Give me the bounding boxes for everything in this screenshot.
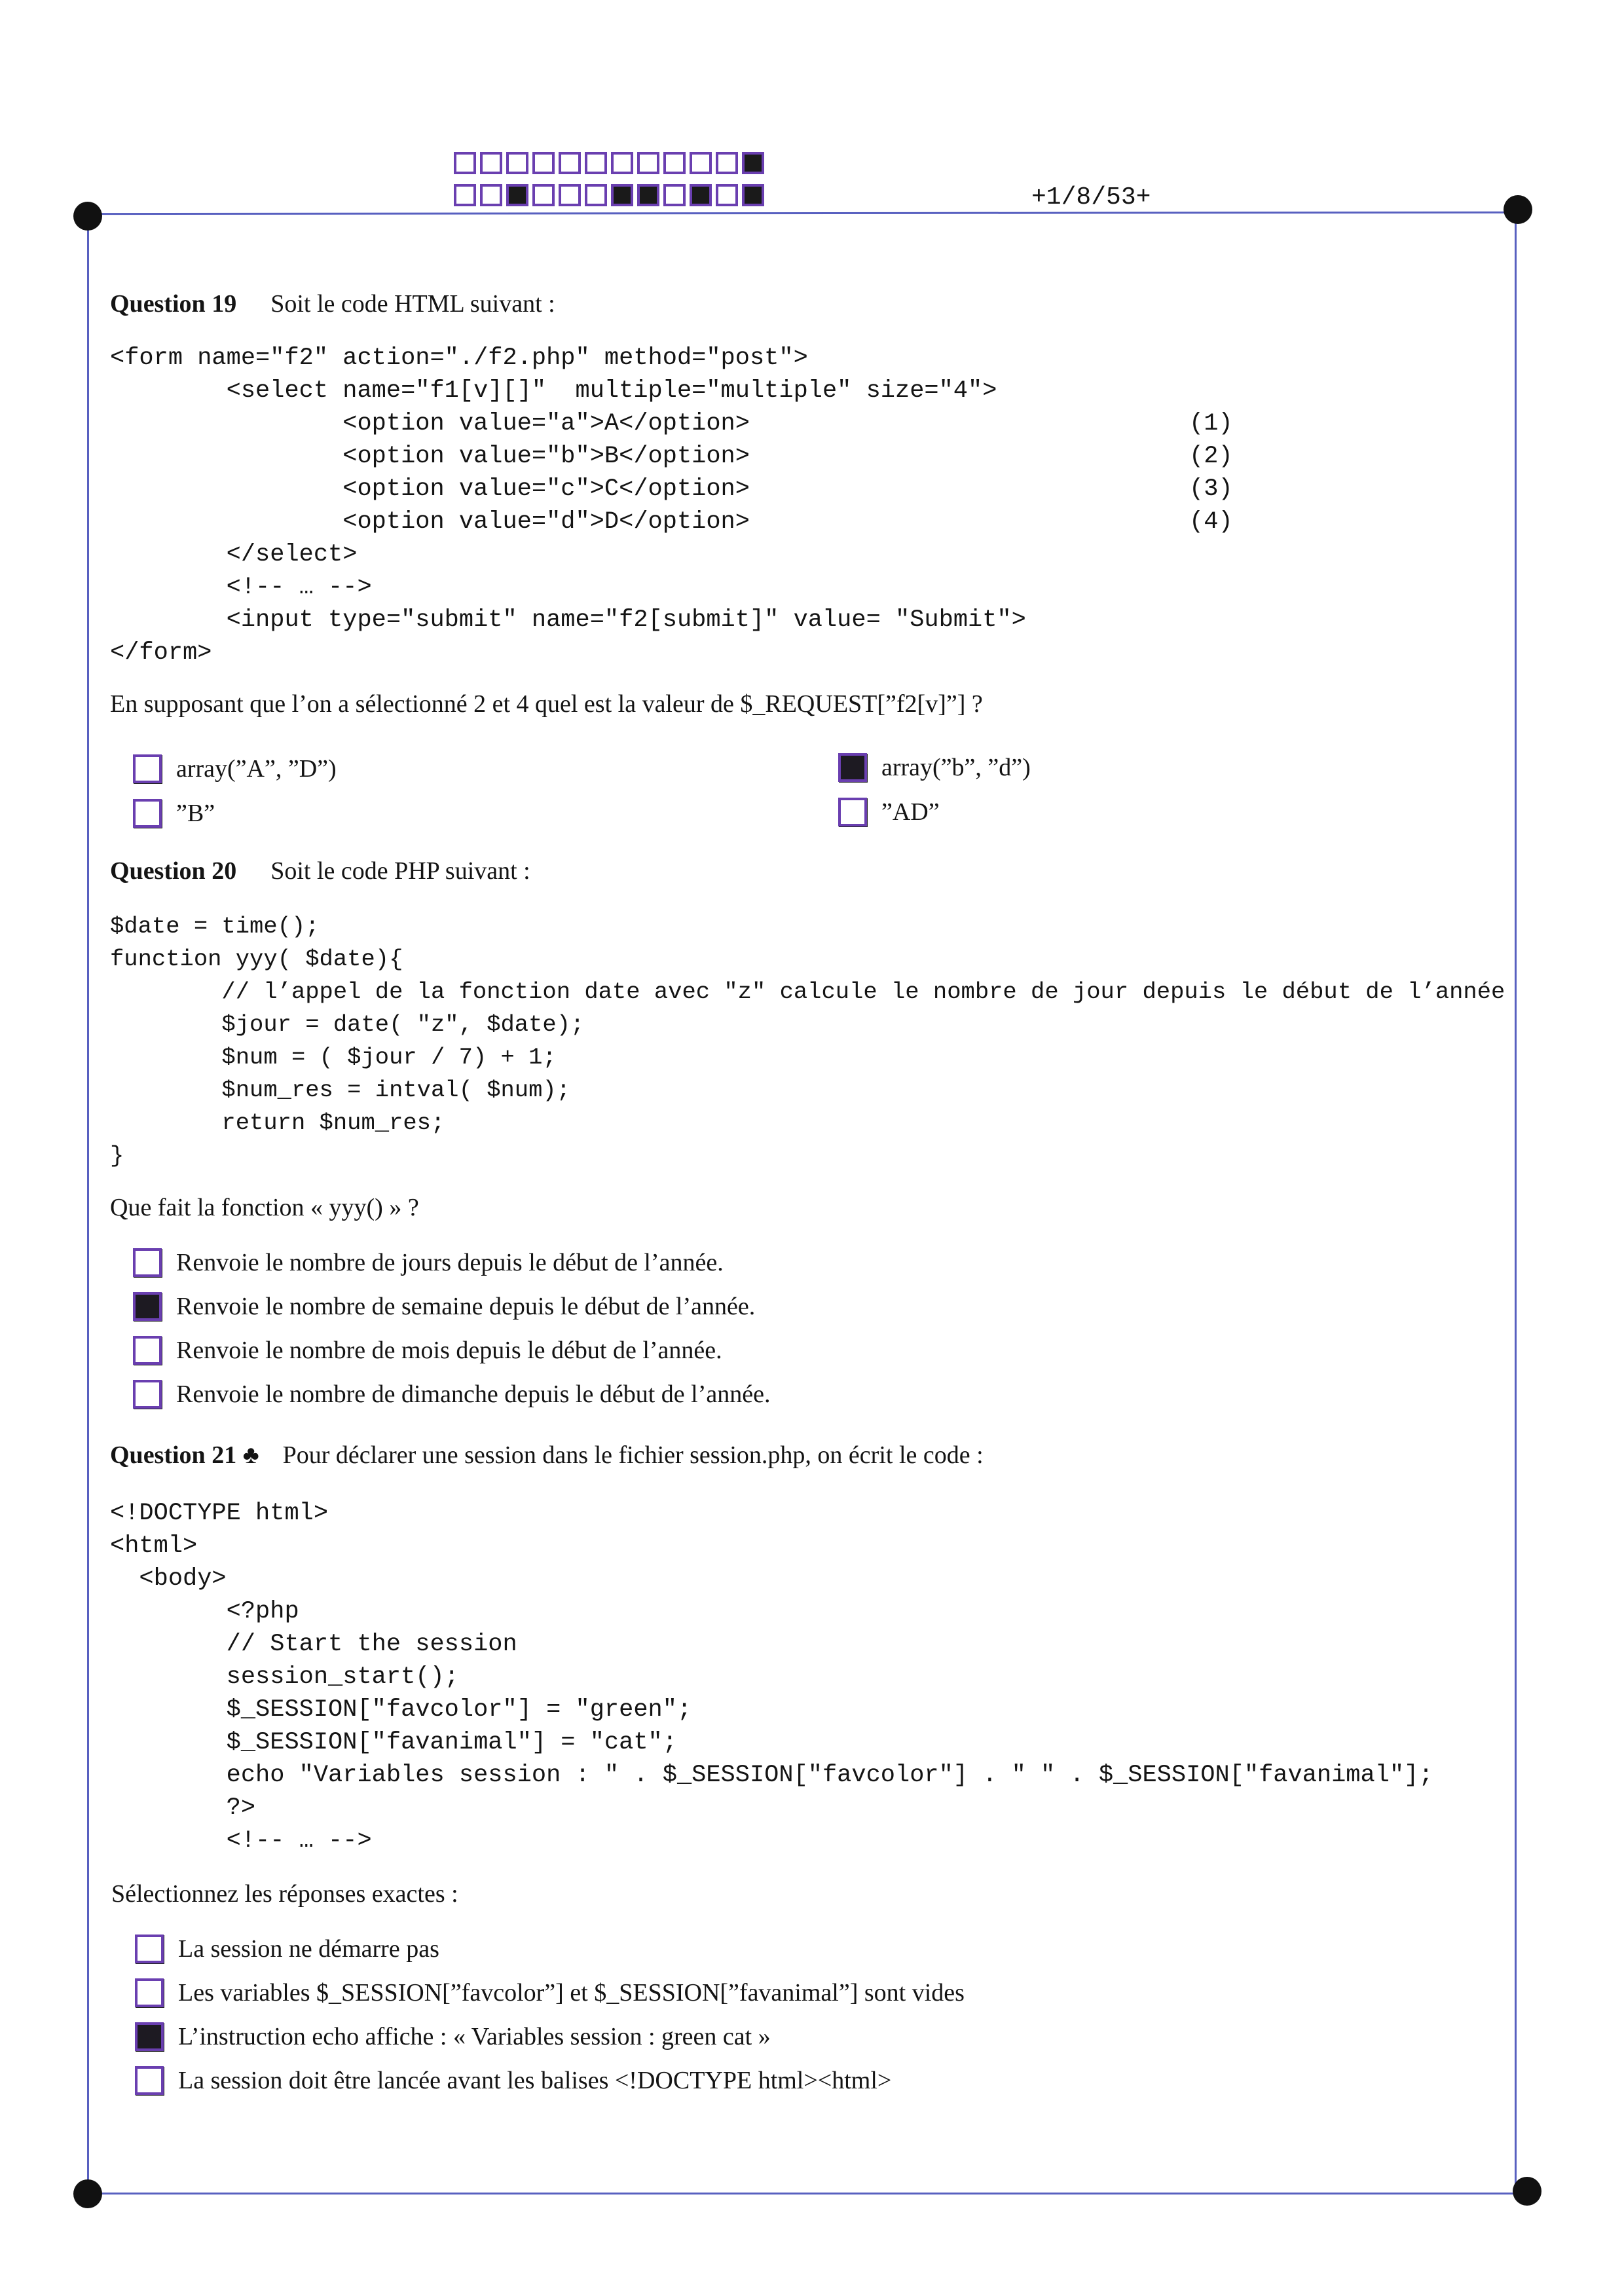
code-line: <!DOCTYPE html> (110, 1500, 329, 1527)
code-line-numbers (1189, 407, 1233, 538)
question-20-prompt: Que fait la fonction « yyy() » ? (110, 1194, 419, 1221)
code-line: <option value="b">B</option> (110, 443, 750, 470)
code-line-number: (1) (1189, 410, 1233, 437)
option-label: Renvoie le nombre de semaine depuis le début de l’année. (176, 1293, 756, 1320)
q21-option-4[interactable] (135, 2066, 891, 2095)
code-line: echo "Variables session : " . $_SESSION["favcolor"] . " " . $_SESSION["favanimal"]; (110, 1762, 1433, 1789)
question-20-code (110, 910, 1505, 1172)
q19-option-3[interactable] (133, 799, 215, 828)
frame-left-line (87, 216, 89, 2194)
question-19-heading (110, 289, 555, 318)
id-box (480, 152, 502, 174)
code-line: function yyy( $date){ (110, 946, 403, 972)
question-label: Question 21 (110, 1441, 237, 1469)
option-label: array(”b”, ”d”) (881, 754, 1031, 781)
q20-option-2[interactable] (133, 1292, 755, 1321)
id-box (637, 152, 659, 174)
code-line: $num_res = intval( $num); (110, 1077, 571, 1103)
id-box (611, 184, 633, 206)
code-line: <body> (110, 1565, 227, 1593)
code-line: <option value="a">A</option> (110, 410, 750, 437)
page-id: +1/8/53+ (1031, 183, 1151, 212)
frame-bottom-line (88, 2193, 1529, 2194)
question-21-prompt: Sélectionnez les réponses exactes : (111, 1880, 458, 1908)
id-box (506, 184, 528, 206)
question-label: Question 19 (110, 290, 237, 318)
registration-mark-top-right (1504, 195, 1532, 224)
id-box (585, 184, 607, 206)
id-box (506, 152, 528, 174)
q19-option-4[interactable] (838, 798, 940, 826)
option-label: array(”A”, ”D”) (176, 755, 337, 783)
id-box (454, 184, 476, 206)
club-icon: ♣ (242, 1441, 259, 1469)
checkbox[interactable] (135, 1978, 164, 2007)
code-line-number: (2) (1189, 443, 1233, 470)
question-19-prompt: En supposant que l’on a sélectionné 2 et 4 quel est la valeur de $_REQUEST[”f2[v]”] ? (110, 690, 983, 718)
option-label: L’instruction echo affiche : « Variables session : green cat » (178, 2023, 771, 2050)
checkbox[interactable] (133, 799, 162, 828)
question-20-heading (110, 857, 530, 885)
checkbox[interactable] (133, 1380, 162, 1409)
checkbox[interactable] (133, 1248, 162, 1277)
option-label: La session ne démarre pas (178, 1935, 439, 1963)
frame-right-line (1515, 211, 1517, 2192)
registration-mark-bottom-right (1513, 2177, 1541, 2206)
id-box (663, 184, 686, 206)
q19-option-1[interactable] (133, 754, 337, 783)
id-box (742, 152, 764, 174)
code-line: ?> (110, 1794, 256, 1822)
q20-option-4[interactable] (133, 1380, 770, 1409)
code-line: <select name="f1[v][]" multiple="multiple" size="4"> (110, 377, 997, 405)
frame-top-line (88, 212, 1517, 215)
q19-option-2[interactable] (838, 753, 1031, 782)
id-box (559, 152, 581, 174)
code-line: <!-- … --> (110, 1827, 372, 1855)
option-label: La session doit être lancée avant les balises <!DOCTYPE html><html> (178, 2067, 892, 2094)
id-box (585, 152, 607, 174)
id-box (637, 184, 659, 206)
option-label: ”B” (176, 800, 215, 827)
code-line: return $num_res; (110, 1109, 445, 1136)
id-box (532, 152, 555, 174)
code-line: // l’appel de la fonction date avec "z" calcule le nombre de jour depuis le début de l’année (110, 978, 1505, 1005)
code-line-number: (4) (1189, 508, 1233, 536)
code-line: // Start the session (110, 1631, 517, 1658)
code-line: } (110, 1142, 124, 1169)
id-box (532, 184, 555, 206)
student-id-row-1 (454, 152, 768, 174)
code-line: <!-- … --> (110, 574, 372, 601)
id-box (454, 152, 476, 174)
code-line: $_SESSION["favcolor"] = "green"; (110, 1696, 692, 1724)
id-box (559, 184, 581, 206)
code-line: <form name="f2" action="./f2.php" method="post"> (110, 344, 808, 372)
checkbox[interactable] (135, 2066, 164, 2095)
question-text: Pour déclarer une session dans le fichier session.php, on écrit le code : (282, 1441, 984, 1469)
code-line: $jour = date( "z", $date); (110, 1011, 585, 1038)
code-line: $num = ( $jour / 7) + 1; (110, 1044, 557, 1071)
checkbox[interactable] (133, 754, 162, 783)
code-line: <input type="submit" name="f2[submit]" value= "Submit"> (110, 606, 1026, 634)
id-box (611, 152, 633, 174)
code-line: <option value="d">D</option> (110, 508, 750, 536)
registration-mark-bottom-left (73, 2179, 102, 2208)
registration-mark-top-left (73, 202, 102, 231)
id-box (742, 184, 764, 206)
id-box (716, 152, 738, 174)
id-box (690, 152, 712, 174)
checkbox[interactable] (838, 798, 867, 826)
id-box (716, 184, 738, 206)
student-id-row-2 (454, 184, 768, 206)
question-19-code (110, 342, 1026, 669)
checkbox[interactable] (133, 1336, 162, 1365)
option-label: Renvoie le nombre de jours depuis le début de l’année. (176, 1249, 724, 1276)
question-text: Soit le code PHP suivant : (270, 857, 530, 885)
option-label: Renvoie le nombre de mois depuis le début de l’année. (176, 1337, 722, 1364)
option-label: Renvoie le nombre de dimanche depuis le début de l’année. (176, 1380, 771, 1408)
checkbox[interactable] (838, 753, 867, 782)
option-label: ”AD” (881, 798, 940, 826)
checkbox[interactable] (133, 1292, 162, 1321)
q21-option-2[interactable] (135, 1978, 965, 2007)
code-line-number: (3) (1189, 475, 1233, 503)
code-line: <?php (110, 1598, 299, 1625)
code-line: session_start(); (110, 1663, 459, 1691)
code-line: </select> (110, 541, 358, 568)
question-21-heading (110, 1441, 984, 1470)
checkbox[interactable] (135, 1935, 164, 1963)
question-label: Question 20 (110, 857, 237, 885)
q20-option-3[interactable] (133, 1336, 722, 1365)
q21-option-1[interactable] (135, 1935, 439, 1963)
code-line: $_SESSION["favanimal"] = "cat"; (110, 1729, 677, 1756)
code-line: </form> (110, 639, 212, 667)
option-label: Les variables $_SESSION[”favcolor”] et $_SESSION[”favanimal”] sont vides (178, 1979, 965, 2007)
id-box (690, 184, 712, 206)
question-text: Soit le code HTML suivant : (270, 290, 555, 318)
checkbox[interactable] (135, 2022, 164, 2051)
q20-option-1[interactable] (133, 1248, 724, 1277)
q21-option-3[interactable] (135, 2022, 771, 2051)
question-21-code (110, 1497, 1433, 1857)
code-line: <html> (110, 1532, 198, 1560)
id-box (663, 152, 686, 174)
code-line: <option value="c">C</option> (110, 475, 750, 503)
id-box (480, 184, 502, 206)
code-line: $date = time(); (110, 913, 320, 940)
